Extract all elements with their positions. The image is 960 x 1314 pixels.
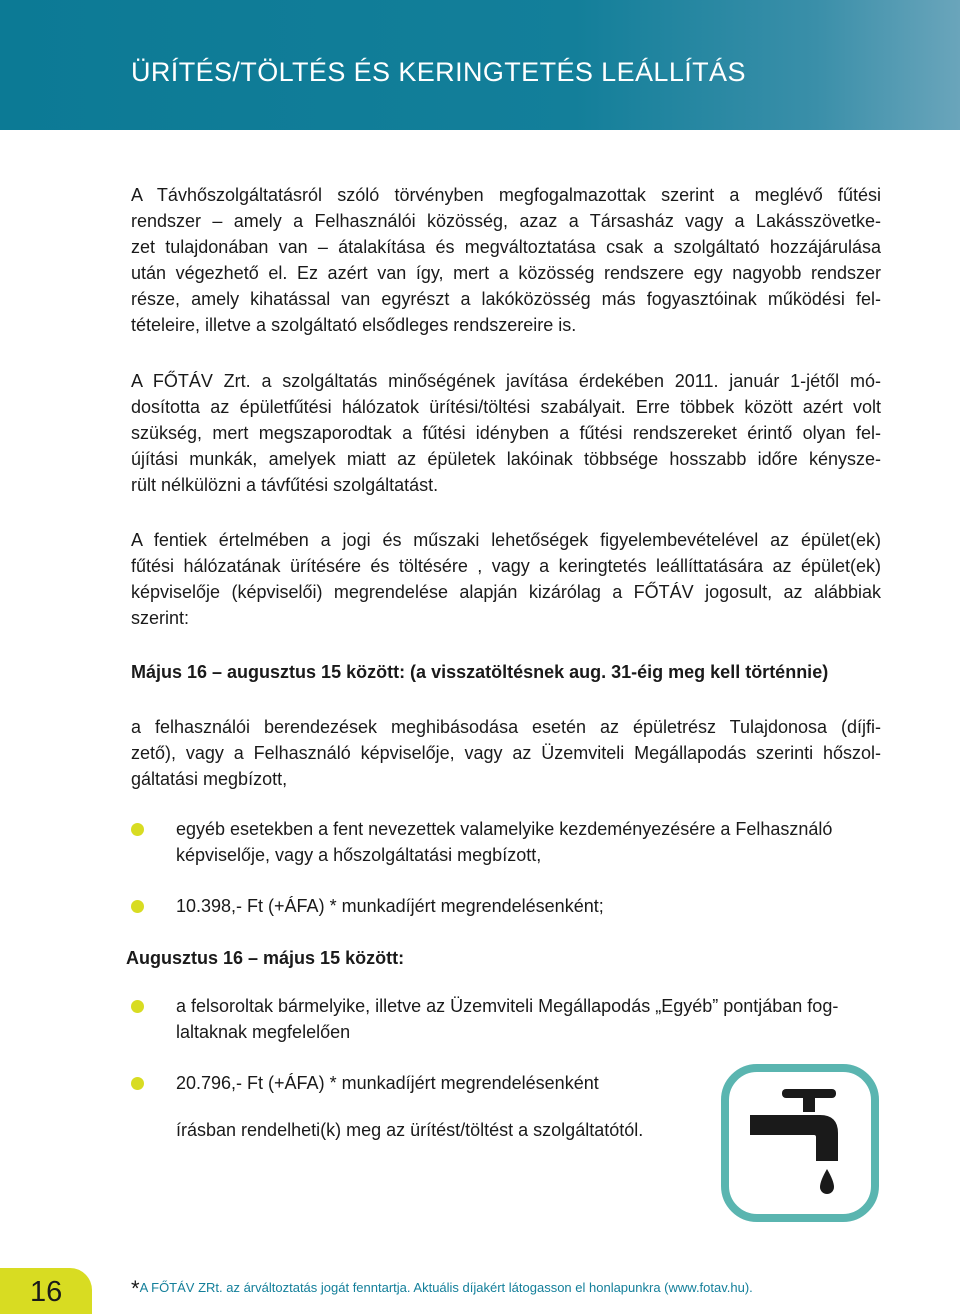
bullet-line: 10.398,- Ft (+ÁFA) * munkadíjért megrendelésenként; bbox=[176, 896, 604, 916]
paragraph-line: A fentiek értelmében a jogi és műszaki lehetőségek figyelembevételével az épület(ek) bbox=[131, 530, 881, 550]
paragraph-line: fűtési hálózatának ürítésére és töltésére , vagy a keringtetés leállíttatására az épület(ek) bbox=[131, 556, 881, 576]
section-heading-summer: Május 16 – augusztus 15 között: (a visszatöltésnek aug. 31-éig meg kell történnie) bbox=[131, 662, 829, 682]
bullet-item bbox=[176, 816, 881, 868]
footer-star: * bbox=[131, 1276, 140, 1301]
paragraph-line: után végezhető el. Ez azért van így, mert a közösség rendszere egy nagyobb rendszer bbox=[131, 263, 881, 283]
footer-note bbox=[131, 1276, 753, 1302]
bullet-icon bbox=[131, 1000, 144, 1013]
page-title: ÜRÍTÉS/TÖLTÉS ÉS KERINGTETÉS LEÁLLÍTÁS bbox=[131, 57, 746, 87]
paragraph-line: A FŐTÁV Zrt. a szolgáltatás minőségének javítása érdekében 2011. január 1-jétől mó- bbox=[131, 371, 881, 391]
paragraph-authorization bbox=[131, 527, 881, 631]
bullet-icon bbox=[131, 900, 144, 913]
paragraph-line: A Távhőszolgáltatásról szóló törvényben megfogalmazottak szerint a meglévő fűtési bbox=[131, 185, 881, 205]
paragraph-line: zető), vagy a Felhasználó képviselője, vagy az Üzemviteli Megállapodás szerinti hőszol- bbox=[131, 743, 881, 763]
paragraph-line: dosította az épületfűtési hálózatok ürítési/töltési szabályait. Erre többek között azért volt bbox=[131, 397, 881, 417]
page-number-tab bbox=[0, 1268, 92, 1314]
paragraph-line: része, amely kihatással van egyrészt a lakóközösség más fogyasztóinak működési fel- bbox=[131, 289, 881, 309]
water-tap-svg bbox=[720, 1063, 880, 1223]
bullet-item bbox=[176, 993, 881, 1045]
paragraph-line: gáltatási megbízott, bbox=[131, 769, 288, 789]
paragraph-rule-change bbox=[131, 368, 881, 498]
bullet-line: laltaknak megfelelően bbox=[176, 1022, 351, 1042]
bullet-line: 20.796,- Ft (+ÁFA) * munkadíjért megrendelésenként bbox=[176, 1073, 599, 1093]
water-tap-icon bbox=[720, 1063, 880, 1223]
paragraph-line: zet tulajdonában van – átalakítása és megváltoztatása csak a szolgáltató hozzájárulása bbox=[131, 237, 881, 257]
paragraph-line: a felhasználói berendezések meghibásodása esetén az épületrész Tulajdonosa (díjfi- bbox=[131, 717, 881, 737]
footer-text: A FŐTÁV ZRt. az árváltoztatás jogát fenntartja. Aktuális díjakért látogasson el honlapunkra (www.fotav.hu). bbox=[139, 1280, 753, 1295]
paragraph-line: rült nélkülözni a távfűtési szolgáltatást. bbox=[131, 475, 439, 495]
bullet-line: képviselője, vagy a hőszolgáltatási megbízott, bbox=[176, 845, 542, 865]
bullet-icon bbox=[131, 823, 144, 836]
paragraph-line: szerint: bbox=[131, 608, 190, 628]
paragraph-line: rendszer – amely a Felhasználói közösség, azaz a Társasház vagy a Lakásszövetke- bbox=[131, 211, 881, 231]
closing-line: írásban rendelheti(k) meg az ürítést/töltést a szolgáltatótól. bbox=[176, 1120, 644, 1140]
paragraph-line: tételeire, illetve a szolgáltató elsődleges rendszereire is. bbox=[131, 315, 577, 335]
page-number: 16 bbox=[30, 1276, 63, 1308]
paragraph-summer-intro bbox=[131, 714, 881, 792]
bullet-line: egyéb esetekben a fent nevezettek valamelyike kezdeményezésére a Felhasználó bbox=[176, 819, 833, 839]
paragraph-line: újítási munkák, amelyek miatt az épületek lakóinak többsége hosszabb időre kényszе- bbox=[131, 449, 881, 469]
bullet-item bbox=[176, 893, 881, 919]
bullet-line: a felsoroltak bármelyike, illetve az Üzemviteli Megállapodás „Egyéb” pontjában fog- bbox=[176, 996, 839, 1016]
section-heading-winter: Augusztus 16 – május 15 között: bbox=[126, 948, 405, 968]
bullet-icon bbox=[131, 1077, 144, 1090]
paragraph-line: képviselője (képviselői) megrendelése alapján kizárólag a FŐTÁV jogosult, az alábbiak bbox=[131, 582, 881, 602]
paragraph-legal-basis bbox=[131, 182, 881, 338]
paragraph-line: szükség, mert megszaporodtak a fűtési idényben a fűtési rendszereket érintő olyan fel- bbox=[131, 423, 881, 443]
page-header bbox=[0, 0, 960, 130]
